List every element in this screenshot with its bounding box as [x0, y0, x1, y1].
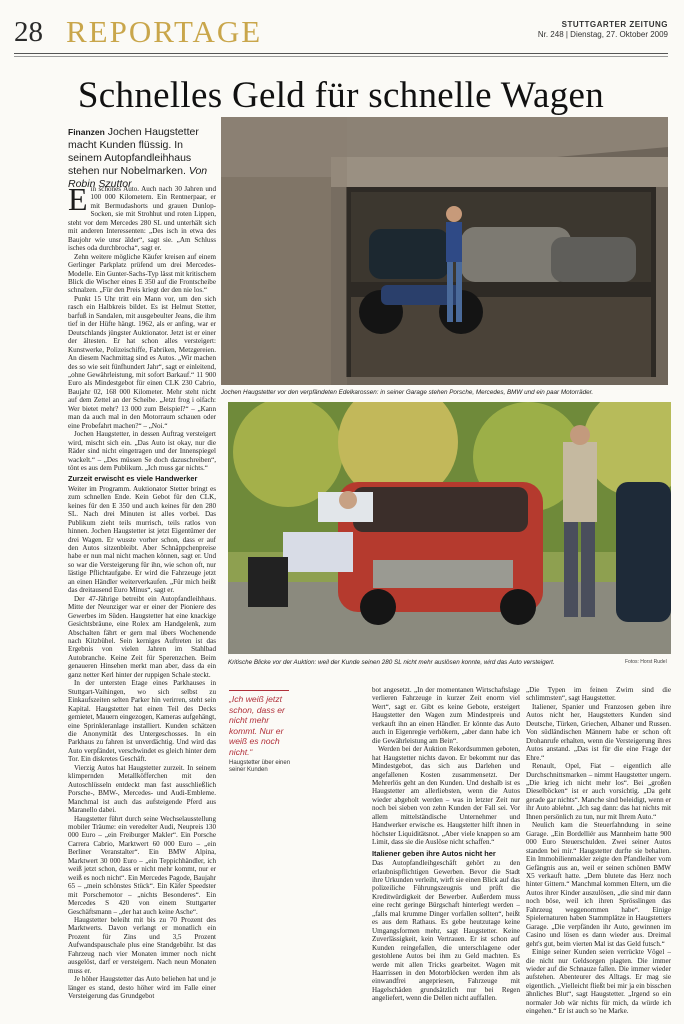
byline: Von Robin Szuttor: [68, 165, 208, 190]
paragraph: Vierzig Autos hat Haugstetter zurzeit. In seinem klimpernden Metallköfferchen mit den Autoschlüsseln entdeckt man fast ausschließlich Porsche-, BMW-, Mercedes- und Audi-Embleme. Manchmal ist auch das aufsteigende Pferd aus Maranello dabei.: [68, 763, 216, 815]
issue-line: Nr. 248 | Dienstag, 27. Oktober 2009: [537, 30, 668, 39]
paragraph: „Die Typen im feinen Zwirn sind die schlimmsten“, sagt Haugstetter.: [526, 686, 671, 703]
photo-auction: [228, 402, 671, 654]
header-rule: [14, 53, 668, 54]
paragraph: Haugstetter führt durch seine Wechselausstellung mobiler Träume: ein veredelter Audi, Neupreis 130 000 Euro – „ein Freiburger Makler“. Ein Porsche Carrera Cabrio, Marktwert 60 000 Euro – „ein Berliner Veranstalter“. Ein BMW Alpina, Marktwert 30 000 Euro – „ein Teppichhändler, ich weiß jetzt schon, dass er nicht mehr kommt, nur er weiß es noch nicht“. Ein Mercedes Pagode, Baujahr 65 – „mein schönstes Stück“. Ein Käfer Speedster mit Porschemotor – „nichts Besonderes“. Ein Mercedes S 420 von einem Stuttgarter Geschäftsmann – „der hat auch keine Asche“.: [68, 814, 216, 916]
paragraph: Jochen Haugstetter, in dessen Auftrag versteigert wird, mischt sich ein. „Das Auto ist okay, nur die Räder sind nicht eingetragen und der Innenspiegel wackelt.“ – „Des müssen Se doch dazuschreiben“, tönt es aus dem Publikum. „Ich muss gar nichts.“: [68, 430, 216, 472]
paragraph: bot angesetzt. „In der momentanen Wirtschaftslage verlieren Fahrzeuge in kurzer Zeit enorm viel Wert“, sagt er. Gibt es keine Gebote, ersteigert Haugstetter den Wagen zum Mindestpreis und verkauft ihn an einen Händler. Er könnte das Auto auch in Eigenregie verhökern, „aber dann habe ich die Gewährleistung am Bein“.: [372, 686, 520, 745]
text-column-1: [68, 185, 216, 1015]
text-column-4: [526, 686, 671, 1018]
auction-illustration: [228, 402, 671, 654]
paragraph: Weiter im Programm. Auktionator Stetter bringt es zum schnellen Ende. Kein Gebot für den CLK, keines für den E 350 und auch keines für den 280 SL. Nach drei Minuten ist alles vorbei. Das Publikum zieht teils murrisch, teils ratlos von hinnen. Jochen Haugstetter ist jetzt Eigentümer der drei Wagen. Er wusste vorher schon, dass er auf den Autos sitzenbleibt. Aber Schnäppchenpreise habe er nun mal nicht machen können, sagt er. Und so war die Versteigerung für ihn, wie schon oft, nur lästige Pflichtaufgabe. Er wird die Fahrzeuge jetzt an einen Händler weiterverkaufen. „Für mich heißt das dreitausend Euro Minus“, sagt er.: [68, 484, 216, 595]
paragraph: Italiener, Spanier und Franzosen geben ihre Autos nicht her, Haugstetters Kunden sind Deutsche, Türken, Griechen, Albaner und Russen. Von südländischen Männern habe er schon oft Drohanrufe erhalten, wenn die Versteigerung ihres Autos anstand. „Das ist für die eine Frage der Ehre.“: [526, 702, 671, 762]
headline: Schnelles Geld für schnelle Wagen: [77, 75, 605, 116]
kicker: Finanzen: [68, 127, 105, 137]
paragraph: Neulich kam die Steuerfahndung in seine Garage. „Ein Bordelliér aus Mannheim hatte 900 000 Euro Steuerschulden. Zwei seiner Autos standen bei mir.“ Haugstetter durfte sie behalten. Ein Immobilienmakler zeigte den Pfandleiher vom Gefängnis aus an, weil er seinen schönen BMW X5 verkauft hatte. „Dem blutete das Herz noch hinter Gittern.“ Manchmal kommen Eltern, um die Autos ihrer Kinder auszulösen, „die sind mir dann noch böse, weil ich ihren Sprösslingen das Fahrzeug weggenommen habe“. Einige Spielernaturen haben Stammplätze in Haugstetters Garage. „Die verpfänden ihr Auto, gewinnen im Casino und lösen es dann wieder aus. Dreimal geht's gut, beim vierten Mal ist das Geld futsch.“: [526, 821, 671, 948]
paragraph: Zehn weitere mögliche Käufer kreisen auf einem Gerlinger Parkplatz prüfend um drei Mercedes-Modelle. Ein Gunter-Sachs-Typ lässt mit kritischem Blick die Wischer eines E 350 auf die Frontscheibe schnalzen. „Für den Preis kriegt der den nie los.“: [68, 252, 216, 295]
photo-caption-auction: Kritische Blicke vor der Auktion: weil der Kunde seinen 280 SL nicht mehr auslösen konnte, wird das Auto versteigert.: [228, 659, 555, 666]
paragraph: Der 47-Jährige betreibt ein Autopfandleihhaus. Mitte der Neunziger war er einer der Pioniere des Gewerbes im Süden. Haugstetter hat eine knackige Gesichtsbräune, eine Rolex am Handgelenk, zum Abschalten fährt er gern mal übers Wochenende nach Kitzbühel. Sein kerniges Auftreten ist das Ergebnis von vielen Jahren im Stahlbad Autobranche. Keine Zeit für Sperenzchen. Beim genaueren Hinsehen merkt man aber, dass da ein ganz netter Kerl hinter der ruppigen Schale steckt.: [68, 594, 216, 679]
text-column-3: [372, 686, 520, 1018]
paper-name: STUTTGARTER ZEITUNG: [561, 20, 668, 29]
pull-quote-text: „Ich weiß jetzt schon, dass er nicht mehr kommt. Nur er weiß es noch nicht.“: [229, 694, 285, 757]
paragraph: Renault, Opel, Fiat – eigentlich alle Durchschnittsmarken – nimmt Haugstetter ungern. „Die krieg ich nicht mehr los“. Bei „großen Dieselböcken“ ist er auch vorsichtig. „Da geht gerade gar nichts“. Manche sind beleidigt, wenn er ihr Auto ablehnt. „Ich sag dann: das hat nichts mit Ihnen persönlich zu tun, nur mit Ihrem Auto.“: [526, 762, 671, 821]
drop-cap: E: [68, 185, 88, 217]
paragraph: Werden bei der Auktion Rekordsummen geboten, hat Haugstetter nichts davon. Er bekommt nur das Mindestgebot, das sich aus Darlehen und angefallenen Kosten zusammensetzt. Der Mehrerlös geht an den Kunden. Und deshalb ist es Haugstetter am allerliebsten, wenn die Autos wieder abgeholt werden – was in letzter Zeit nur noch bei sieben von zehn Kunden der Fall sei. Vor allem mittelständische Unternehmer und Handwerker erwische es. Haugstetter hilft ihnen in höchster Liquiditätsnot. „Aber viele knappen so am Limit, dass sie die Auslöse nicht schaffen.“: [372, 745, 520, 847]
paragraph: Einige seiner Kunden seien verrückte Vögel – die nicht nur Geldsorgen plagten. Die immer wieder auf die Schnauze fallen. Die immer wieder aufstehen. Abenteurer des Alltags. Er mag sie eigentlich. „Vielleicht fließt bei mir ja ein bisschen ähnliches Blut“, sagt Haugstetter. „Irgend so ein normaler Job wär nichts für mich, da würde ich eingehen.“ Er ist auch so 'ne Marke.: [526, 948, 671, 1016]
subheading: Italiener geben ihre Autos nicht her: [372, 848, 496, 858]
paragraph: Punkt 15 Uhr tritt ein Mann vor, um den sich rasch ein Halbkreis bildet. Es ist Helmut Stetter, barfuß in Sandalen, mit ausgebeulter Jeans, die ihm tief in der Hüfte hängt. 1962, als er anfing, war er Deutschlands jüngster Auktionator. Jetzt ist er einer der ältesten. Er hat schon alles versteigert: Kunstwerke, Polizeischiffe, Fabriken, Metzgereien. An diesem Nachmittag sind es Autos. „Wir machen des so wie seit fünfhundert Jahr“, sagt er einleitend, „ohne Gewährleistung, mit sofort Barkauf.“ 11 900 Euro als Mindestgebot für einen CLK 230 Cabrio, Baujahr 02, 168 000 Kilometer. Mehr steht nicht auf dem Zettel an der Scheibe. „Jetzt frog i oifach: Wer bietet mehr? 13 000 zum Beispiel?“ – „Kann man da auch mal in den Motorraum schauen oder eine Probefahrt machen?“ – „Noi.“: [68, 294, 216, 430]
paragraph: Haugstetter beleiht mit bis zu 70 Prozent des Marktwerts. Davon verlangt er monatlich ein Prozent für Zins und 3,5 Prozent Aufwandspauschale plus eine Standgebühr. Ist das Fahrzeug nach vier Monaten immer noch nicht ausgelöst, darf er versteigern. Nach neun Monaten muss er.: [68, 915, 216, 975]
photo-caption-garage: Jochen Haugstetter vor den verpfändeten Edelkarossen: in seiner Garage stehen Porsche, Mercedes, BMW und ein paar Motorräder.: [221, 389, 594, 396]
photo-credit: Fotos: Horst Rudel: [625, 659, 667, 665]
article-deck: [68, 126, 216, 191]
pull-quote: [229, 690, 299, 774]
pull-quote-source: Haugstetter über einen seiner Kunden: [229, 760, 291, 773]
paragraph: in schönes Auto. Auch nach 30 Jahren und 100 000 Kilometern. Ein Rentnerpaar, er mit Bermudashorts und grauen Dunlop-Socken, sie mit Strohhut und roten Lippen, steht vor dem Mercedes 280 SL und unterhält sich mit anderen Interessenten: „Des isch in etwa des Baujohr wie unsr älder“, sagt sie. „Am Schluss isches oda durchbrocha“, sagt er.: [68, 185, 216, 253]
subheading: Zurzeit erwischt es viele Handwerker: [68, 474, 198, 484]
paragraph: Je höher Haugstetter das Auto beliehen hat und je länger es stand, desto höher wird im Falle einer Versteigerung das Grundgebot: [68, 975, 216, 1001]
page-number: 28: [14, 16, 43, 48]
paragraph: Das Autopfandleihgeschäft gehört zu den erlaubnispflichtigen Gewerben. Bevor die Stadt ihre Urkunden verleiht, wirft sie einen Blick auf das polizeiliche Führungszeugnis und prüft die Kreditwürdigkeit der Bewerber. Außerdem muss eine recht geringe Bürgschaft hinterlegt werden – „falls mal krumme Dinger vorfallen sollten“, heißt es aus dem Rathaus. Es gebe heutzutage keine Umgangsformen mehr, sagt Haugstetter. Keine Zuverlässigkeit, kein Vertrauen. Er ist schon auf Kunden reingefallen, die unterschlagene oder gestohlene Autos bei ihm zu Geld machten. Es werde mit allen Tricks gearbeitet. Wagen mit Haarrissen in den Motorblöcken werden ihm als einwandfrei angepriesen, Fahrzeuge mit Hagelschäden grundsätzlich nur bei Regen angeliefert, wenn die Dellen nicht auffallen.: [372, 859, 520, 1003]
section-title: REPORTAGE: [66, 14, 263, 49]
photo-garage: [221, 117, 668, 385]
garage-illustration: [221, 117, 668, 385]
paragraph: In der untersten Etage eines Parkhauses in Stuttgart-Vaihingen, wo sich selbst zu Einkaufszeiten selten Parker hin verirren, steht sein Kapital. Haugstetter hat einen Teil des Decks gemietet, Mauern eingezogen, Kameras aufgehängt, eine Sprinkleranlage installiert. Kunden schätzen die Anonymität des Untergeschosses. In ein Parkhaus zu fahren ist unverdächtig. Und wird das Auto verpfändet, verschwindet es gleich hinter dem Tor. Ein diskretes Geschäft.: [68, 679, 216, 764]
pull-quote-rule: [229, 690, 289, 691]
masthead: [538, 20, 668, 40]
deck-text: Jochen Haugstetter macht Kunden flüssig. In seinem Autopfandleihhaus stehen nur Nobelmarken.: [68, 126, 199, 177]
header-rule-thin: [14, 56, 668, 57]
